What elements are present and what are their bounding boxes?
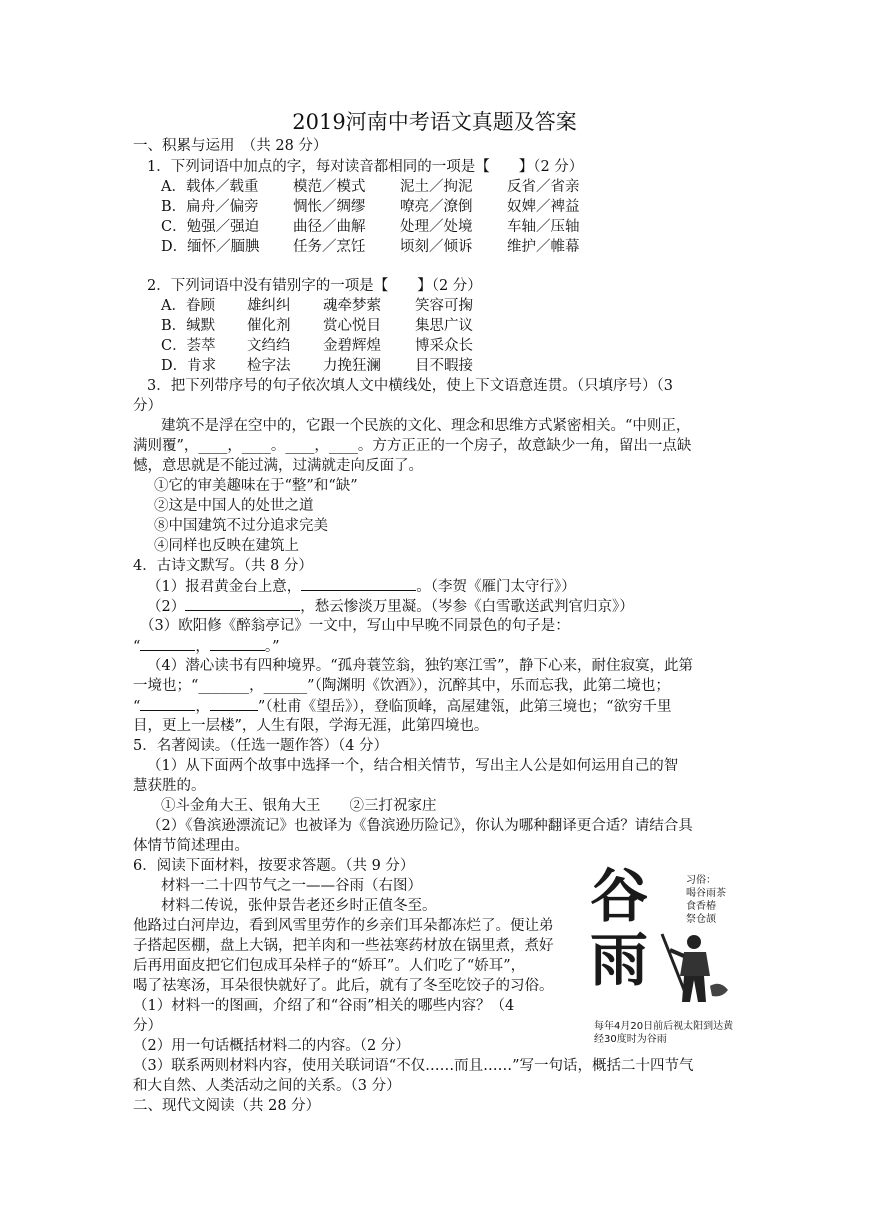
guyu-figure (584, 862, 734, 1050)
text-line: 他路过白河岸边，看到风雪里劳作的乡亲们耳朵都冻烂了。便让弟 (133, 918, 554, 934)
text-line: 分） (133, 398, 162, 414)
answer-blank[interactable] (140, 636, 195, 651)
figure-char-yu: 雨 (590, 926, 649, 994)
text-line: 材料二传说，张仲景告老还乡时正值冬至。 (161, 898, 437, 914)
text-line: （3）联系两则材料内容，使用关联词语“不仅……而且……”写一句话，概括二十四节气 (133, 1058, 694, 1074)
text-line: 和大自然、人类活动之间的关系。（3 分） (133, 1078, 401, 1094)
text-line: 一境也；“_______，______”（陶渊明《饮酒》），沉醉其中，乐而忘我，此第二境也； (133, 678, 670, 694)
answer-blank[interactable] (140, 696, 195, 711)
option-cell: 博采众长 (415, 338, 473, 354)
answer-blank[interactable] (185, 596, 300, 611)
option-cell: C．勉强／强迫 (161, 219, 260, 235)
text-line: 6．阅读下面材料，按要求答题。（共 9 分） (133, 858, 415, 874)
figure-custom-item: 祭仓颉 (686, 914, 716, 925)
answer-blank[interactable] (301, 576, 416, 591)
text-line: （2）用一句话概括材料二的内容。（2 分） (133, 1038, 410, 1054)
text-line: 分） (133, 1018, 162, 1034)
text-line: ⑧中国建筑不过分追求完美 (154, 518, 328, 534)
figure-caption: 每年4月20日前后视太阳到达黄 (594, 1021, 734, 1032)
option-cell: B．缄默 (161, 318, 216, 334)
option-cell: 车轴／压轴 (507, 219, 580, 235)
text-line: 建筑不是浮在空中的，它跟一个民族的文化、理念和思维方式紧密相关。“中则正， (161, 418, 691, 434)
farmer-icon (654, 924, 734, 1006)
text-line: 4．古诗文默写。（共 8 分） (133, 558, 313, 574)
text-line: 憾，意思就是不能过满，过满就走向反面了。 (133, 458, 423, 474)
figure-custom-item: 喝谷雨茶 (686, 888, 726, 899)
option-cell: 检字法 (247, 358, 291, 374)
q4-line-3: “ ， 。” (133, 636, 280, 657)
option-cell: 维护／帷幕 (507, 239, 580, 255)
text-line: 满则覆”，____，____。____，____。方方正正的一个房子，故意缺少一角，留出一点缺 (133, 438, 692, 454)
text-line: ②这是中国人的处世之道 (154, 498, 314, 514)
text-line: 二、现代文阅读（共 28 分） (133, 1098, 321, 1114)
text-line: ④同样也反映在建筑上 (154, 538, 299, 554)
option-cell: 赏心悦目 (323, 318, 381, 334)
text-line: 材料一二十四节气之一——谷雨（右图） (161, 878, 422, 894)
text-line: ①它的审美趣味在于“整”和“缺” (154, 478, 358, 494)
text-line: 目，更上一层楼”，人生有限，学海无涯，此第四境也。 (133, 718, 489, 734)
option-cell: 催化剂 (247, 318, 291, 334)
text-line: 后再用面皮把它们包成耳朵样子的“娇耳”。人们吃了“娇耳”， (133, 958, 526, 974)
text-line: 体情节简述理由。 (133, 838, 249, 854)
option-cell: 金碧辉煌 (323, 338, 381, 354)
option-cell: 雄纠纠 (247, 298, 291, 314)
text-line: 慧获胜的。 (133, 778, 206, 794)
option-cell: 处理／处境 (400, 219, 473, 235)
text-line: 2．下列词语中没有错别字的一项是【 】（2 分） (147, 278, 482, 294)
option-cell: 魂牵梦萦 (323, 298, 381, 314)
figure-custom-label: 习俗： (686, 875, 716, 886)
text-line: 喝了祛寒汤，耳朵很快就好了。此后，就有了冬至吃饺子的习俗。 (133, 978, 554, 994)
figure-caption: 经30度时为谷雨 (594, 1034, 667, 1045)
option-cell: C．荟萃 (161, 338, 216, 354)
q4-line-4: （4）潜心读书有四种境界。“孤舟蓑笠翁，独钓寒江雪”，静下心来，耐住寂寞，此第 (147, 658, 694, 674)
text-line: 5．名著阅读。（任选一题作答）（4 分） (133, 738, 389, 754)
option-cell: A．眷顾 (161, 298, 215, 314)
text-line: 子搭起医棚，盘上大锅，把羊肉和一些祛寒药材放在锅里煮，煮好 (133, 938, 554, 954)
q4-line-6: “ ， ”（杜甫《望岳》），登临顶峰，高屋建瓴，此第三境也；“欲穷千里 (133, 696, 672, 717)
option-cell: D．肯求 (161, 358, 217, 374)
option-cell: 惆怅／绸缪 (293, 199, 366, 215)
option-cell: 奴婢／裨益 (507, 199, 580, 215)
option-cell: 力挽狂澜 (323, 358, 381, 374)
q4-line-1: （1）报君黄金台上意， 。（李贺《雁门太守行》） (147, 576, 576, 597)
text-line: 1．下列词语中加点的字，每对读音都相同的一项是【 】（2 分） (147, 159, 584, 175)
text-line: （1）从下面两个故事中选择一个，结合相关情节，写出主人公是如何运用自己的智 (147, 758, 679, 774)
option-cell: 顷刻／倾诉 (400, 239, 473, 255)
figure-char-gu: 谷 (590, 862, 649, 930)
option-cell: B．扁舟／偏旁 (161, 199, 259, 215)
figure-custom-item: 食香椿 (686, 901, 716, 912)
option-cell: 集思广议 (415, 318, 473, 334)
text-line: （2）《鲁滨逊漂流记》也被译为《鲁滨逊历险记》，你认为哪种翻译更合适？请结合具 (147, 818, 693, 834)
text-line: 一、积累与运用 （共 28 分） (133, 138, 328, 154)
answer-blank[interactable] (210, 636, 265, 651)
option-cell: 曲径／曲解 (293, 219, 366, 235)
option-cell: 反省／省亲 (507, 179, 580, 195)
option-cell: D．缅怀／腼腆 (161, 239, 260, 255)
option-cell: 嘹亮／潦倒 (400, 199, 473, 215)
document-title: 2019河南中考语文真题及答案 (292, 110, 577, 134)
option-cell: 泥土／拘泥 (400, 179, 473, 195)
answer-blank[interactable] (210, 696, 258, 711)
option-cell: A．载体／载重 (161, 179, 259, 195)
option-cell: 文绉绉 (247, 338, 291, 354)
option-cell: 模范／模式 (293, 179, 366, 195)
text-line: ①斗金角大王、银角大王 ②三打祝家庄 (161, 798, 437, 814)
option-cell: 任务／烹饪 (293, 239, 366, 255)
option-cell: 目不暇接 (415, 358, 473, 374)
q4-line-2: （2） ，愁云惨淡万里凝。（岑参《白雪歌送武判官归京》） (147, 596, 634, 617)
option-cell: 笑容可掬 (415, 298, 473, 314)
text-line: 3．把下列带序号的句子依次填人文中横线处，使上下文语意连贯。（只填序号）（3 (147, 378, 673, 394)
text-line: （3）欧阳修《醉翁亭记》一文中，写山中早晚不同景色的句子是： (140, 618, 570, 634)
text-line: （1）材料一的图画，介绍了和“谷雨”相关的哪些内容？（4 (133, 998, 515, 1014)
